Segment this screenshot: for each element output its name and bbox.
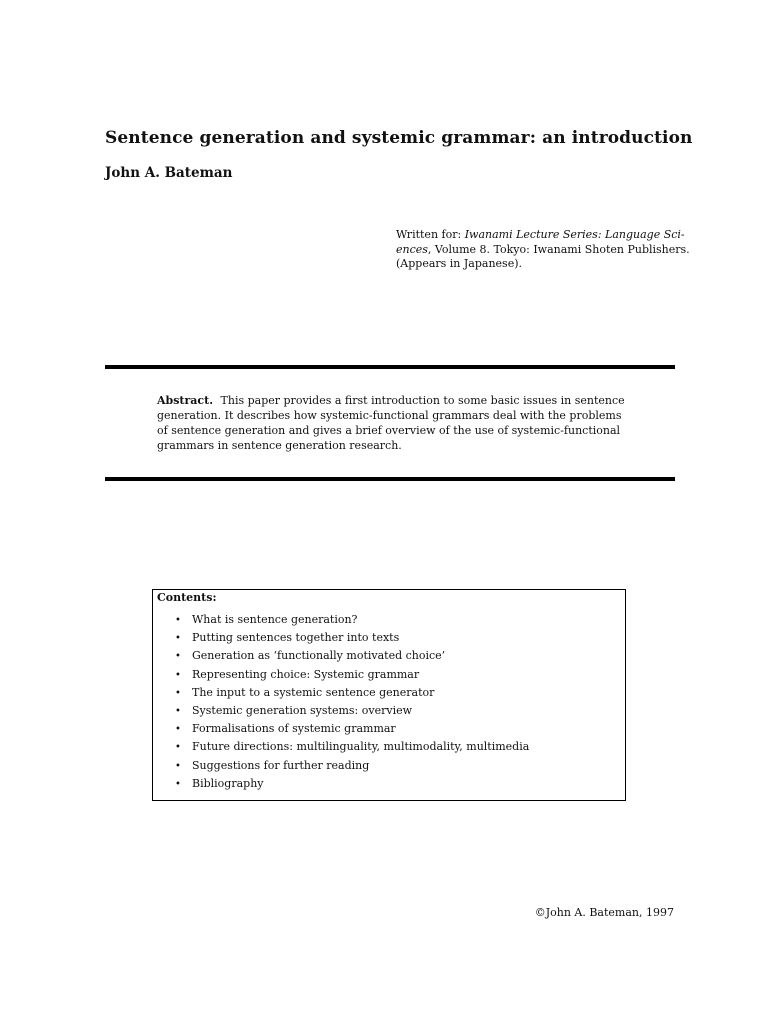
- series-name-continued: ences: [396, 242, 428, 256]
- abstract-label: Abstract.: [157, 394, 214, 407]
- publication-note-text: (Appears in Japanese).: [396, 257, 522, 270]
- publication-note-line: [396, 228, 685, 243]
- series-name: Iwanami Lecture Series: Language Sci-: [464, 228, 685, 241]
- bullet-icon: •: [175, 760, 181, 772]
- paper-title: Sentence generation and systemic grammar: an introduction: [105, 128, 693, 148]
- abstract-text: This paper provides a first introduction to some basic issues in sentence: [220, 394, 625, 407]
- bullet-icon: •: [175, 615, 181, 626]
- contents-item-label: Bibliography: [192, 776, 264, 790]
- publication-note-text: Written for:: [396, 228, 465, 241]
- bullet-icon: •: [175, 651, 181, 663]
- contents-item-label: Future directions: multilinguality, multimodality, multimedia: [192, 740, 530, 754]
- bottom-rule: [105, 477, 675, 481]
- top-rule: [105, 365, 675, 369]
- list-item: [175, 629, 529, 647]
- list-item: [175, 738, 529, 756]
- list-item: [175, 775, 529, 793]
- contents-item-label: Generation as ‘functionally motivated choice’: [192, 649, 446, 663]
- contents-item-label: The input to a systemic sentence generator: [192, 685, 435, 699]
- list-item: [175, 666, 529, 684]
- bullet-icon: •: [175, 742, 181, 754]
- publication-note-text: , Volume 8. Tokyo: Iwanami Shoten Publishers.: [427, 242, 690, 256]
- list-item: [175, 757, 529, 775]
- contents-item-label: What is sentence generation?: [192, 613, 358, 626]
- author-name: John A. Bateman: [105, 165, 233, 181]
- bullet-icon: •: [175, 687, 181, 699]
- abstract-line: generation. It describes how systemic-functional grammars deal with the problems: [157, 409, 622, 422]
- publication-note: [396, 228, 690, 272]
- list-item: [175, 720, 529, 738]
- publication-note-line: [396, 257, 676, 272]
- contents-box: [152, 589, 626, 801]
- bullet-icon: •: [175, 724, 181, 736]
- contents-heading: Contents:: [157, 591, 217, 604]
- contents-item-label: Representing choice: Systemic grammar: [192, 667, 420, 681]
- publication-note-line: [396, 242, 690, 258]
- abstract: [157, 393, 627, 453]
- abstract-line: grammars in sentence generation research.: [157, 439, 402, 452]
- bullet-icon: •: [175, 705, 181, 717]
- list-item: [175, 702, 529, 720]
- list-item: [175, 684, 529, 702]
- contents-list: [175, 611, 529, 793]
- bullet-icon: •: [175, 778, 181, 790]
- contents-item-label: Formalisations of systemic grammar: [192, 722, 396, 736]
- list-item: [175, 647, 529, 665]
- copyright-notice: ©John A. Bateman, 1997: [534, 906, 674, 919]
- list-item: [175, 611, 529, 629]
- contents-item-label: Suggestions for further reading: [192, 758, 370, 772]
- abstract-line: of sentence generation and gives a brief overview of the use of systemic-functional: [157, 424, 621, 437]
- contents-item-label: Systemic generation systems: overview: [192, 703, 413, 717]
- abstract-line: [157, 393, 627, 408]
- contents-item-label: Putting sentences together into texts: [192, 631, 400, 645]
- bullet-icon: •: [175, 633, 181, 645]
- bullet-icon: •: [175, 669, 181, 681]
